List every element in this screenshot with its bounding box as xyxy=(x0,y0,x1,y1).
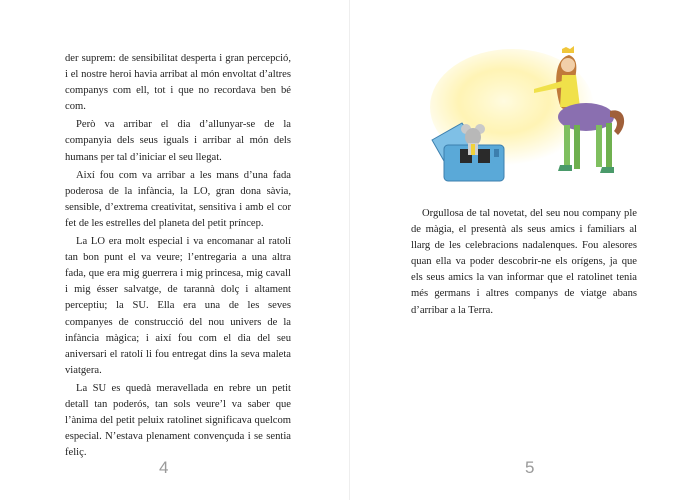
paragraph: der suprem: de sensibilitat desperta i gran percepció, i el nostre heroi havia arribat al món envoltat d’altres companys com ell, tot i que no recordava ben bé com. xyxy=(65,53,291,113)
right-page xyxy=(350,0,700,500)
paragraph: La SU es quedà meravellada en rebre un petit detall tan poderós, tan sols veure’l va saber que l’ànima del petit peluix ratolinet significava quelcom especial. N’estava plenament convençuda i se sentia feliç. xyxy=(65,382,291,459)
page-number: 4 xyxy=(159,458,169,477)
centaur-girl-and-mouse-suitcase-illustration xyxy=(404,45,660,195)
paragraph: Orgullosa de tal novetat, del seu nou company ple de màgia, el presentà als seus amics i familiars al llarg de les celebracions nadalenques. Fou alesores quan ella va poder descobrir-ne els orígens, ja que els seus amics la van informar que el ratolinet tenia més germans i altres companys de viatge abans d’arribar a la Terra. xyxy=(411,208,637,316)
page-number: 5 xyxy=(525,458,535,477)
paragraph: Però va arribar el dia d’allunyar-se de la companyia dels seus iguals i arribar al món dels humans per tal d’iniciar el seu llegat. xyxy=(65,119,291,163)
right-page-text xyxy=(411,206,637,321)
paragraph: Així fou com va arribar a les mans d’una fada poderosa de la infància, la LO, gran dona sàvia, sensible, d’extrema creativitat, sensitiva i amb el cor fet de les estrelles del planeta del petit príncep. xyxy=(65,169,291,229)
left-page-text xyxy=(65,51,291,463)
paragraph: La LO era molt especial i va encomanar al ratolí tan bon punt el va veure; l’entregaria a una altra fada, que era mig guerrera i mig princesa, mig cavall i mig ésser salvatge, de tarannà dolç i altament perceptiu; la SU. Ella era una de les seves companyes de construcció del nou univers de la infància màgica; i així fou com el dia del seu aniversari el ratolí li fou entregat dins la seva maleta viatgera. xyxy=(65,236,291,376)
